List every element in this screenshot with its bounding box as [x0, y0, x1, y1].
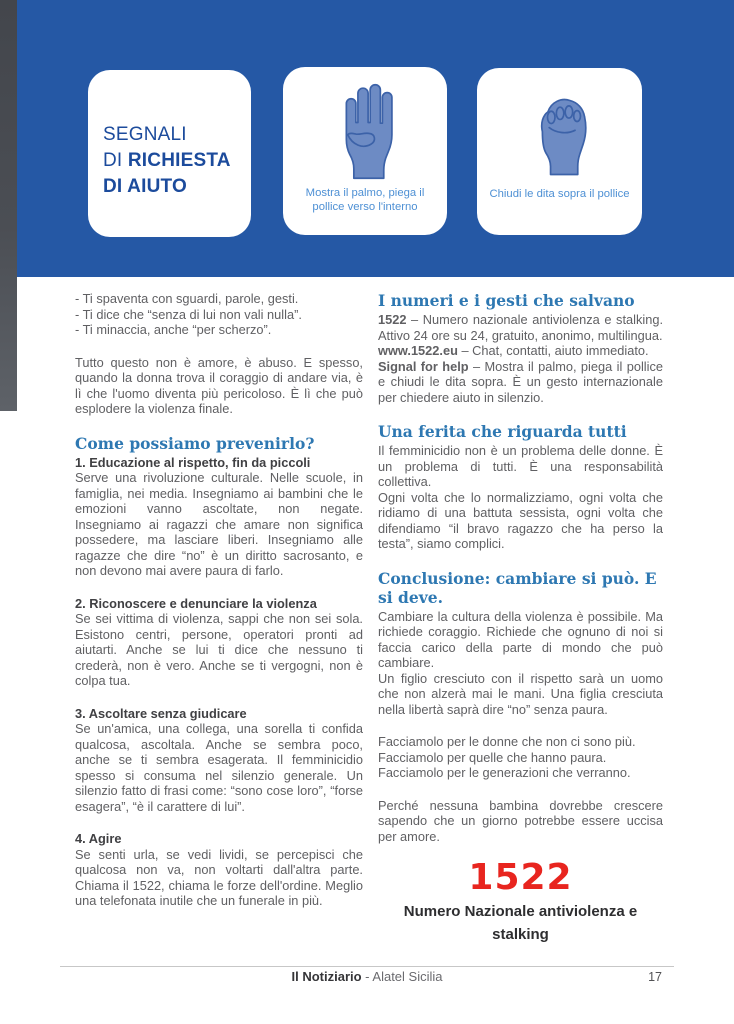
section-body-4: Se senti urla, se vedi lividi, se percepisci che qualcosa non va, non voltarti dall'altra parte. Chiama il 1522, chiama le forze dell'ordine. Meglio una telefonata inutile che un funerale in più. [75, 846, 363, 908]
page-edge-strip [0, 0, 17, 411]
hotline-number-caption: Numero Nazionale antiviolenza e stalking [403, 903, 638, 943]
section-body-1: Serve una rivoluzione culturale. Nelle scuole, in famiglia, nei media. Insegniamo ai bambini che le emozioni vanno ascoltate, non negate. Insegniamo ai ragazzi che amare non significa possedere, ma lasciare liberi. Insegniamo alle ragazze che dire “no” è un diritto sacrosanto, e non devono mai avere paura di farlo. [75, 470, 363, 578]
section-title-1: 1. Educazione al rispetto, fin da piccoli [75, 454, 311, 470]
help-signals-title: SEGNALI DI RICHIESTA DI AIUTO [103, 124, 231, 197]
help-signals-title-card [88, 70, 251, 237]
intro-paragraph: Tutto questo non è amore, è abuso. E spesso, quando la donna trova il coraggio di andare via, è lì che l'uomo diventa più pericoloso. È lì che può esplodere la violenza finale. [75, 354, 363, 416]
open-palm-caption: Mostra il palmo, piega il pollice verso l'interno [305, 187, 425, 213]
column-left [75, 291, 363, 909]
refrain-line: Facciamolo per quelle che hanno paura. [378, 749, 607, 765]
open-palm-hand-icon [328, 79, 403, 181]
footer-magazine-title: Il Notiziario [291, 969, 362, 984]
fist-card [477, 68, 642, 235]
bullet-line: - Ti minaccia, anche “per scherzo”. [75, 322, 272, 337]
refrain-line: Facciamolo per le donne che non ci sono più. [378, 734, 636, 749]
conclusione-paragraph-1: Cambiare la cultura della violenza è possibile. Ma richiede coraggio. Richiede che ognuno di noi si faccia carico della parte di mondo che può cambiare. [378, 608, 663, 670]
conclusione-paragraph-2: Un figlio cresciuto con il rispetto sarà un uomo che non alzerà mai le mani. Una figlia cresciuta nella libertà saprà dire “no” senza paura. [378, 670, 663, 717]
footer-magazine-subtitle: Alatel Sicilia [372, 969, 443, 984]
section-title-3: 3. Ascoltare senza giudicare [75, 705, 247, 721]
section-body-3: Se un'amica, una collega, una sorella ti confida qualcosa, ascoltala. Anche se sembra poco, anche se ti sembra esagerata. Il femminicidio spesso si consuma nel silenzio generale. Un silenzio fatto di frasi come: “sono cose loro”, “forse esagera”, “è il carattere di lui”. [75, 721, 363, 814]
heading-numeri-gesti: I numeri e i gesti che salvano [378, 291, 635, 310]
section-title-2: 2. Riconoscere e denunciare la violenza [75, 595, 317, 611]
bullet-line: - Ti dice che “senza di lui non vali nulla”. [75, 306, 302, 322]
ferita-paragraph-2: Ogni volta che lo normalizziamo, ogni volta che ridiamo di una battuta sessista, ogni volta che difendiamo “il bravo ragazzo che ha perso la testa”, siamo complici. [378, 489, 663, 551]
ferita-paragraph-1: Il femminicidio non è un problema delle donne. È un problema di tutti. È una responsabilità collettiva. [378, 443, 663, 489]
hero-band [17, 0, 734, 277]
refrain-block [378, 734, 663, 781]
section-title-4: 4. Agire [75, 831, 122, 846]
heading-conclusione: Conclusione: cambiare si può. E si deve. [378, 568, 657, 607]
heading-prevenirlo: Come possiamo prevenirlo? [75, 433, 315, 453]
closing-paragraph: Perché nessuna bambina dovrebbe crescere sapendo che un giorno potrebbe essere uccisa per amore. [378, 797, 663, 844]
footer-text: Il Notiziario - Alatel Sicilia [291, 969, 443, 984]
bullet-line: - Ti spaventa con sguardi, parole, gesti. [75, 291, 299, 306]
footer-divider [60, 966, 674, 967]
column-right [378, 291, 663, 946]
number-item-signal-for-help: Signal for help – Mostra il palmo, piega il pollice e chiudi le dita sopra. È un gesto internazionale per chiedere aiuto in silenzio. [378, 358, 664, 405]
fist-caption: Chiudi le dita sopra il pollice [489, 188, 630, 200]
page-number: 17 [648, 970, 662, 984]
open-palm-card [283, 67, 447, 235]
number-item-website: www.1522.eu – Chat, contatti, aiuto immediato. [378, 343, 649, 358]
hotline-number: 1522 [468, 857, 573, 898]
section-body-2: Se sei vittima di violenza, sappi che non sei sola. Esistono centri, persone, operatori pronti ad aiutarti. Anche se lui ti dice che nessuno ti crederà, non è vero. Anche se ti vergogni, non è colpa tua. [75, 611, 363, 688]
heading-ferita: Una ferita che riguarda tutti [378, 422, 627, 441]
refrain-line: Facciamolo per le generazioni che verranno. [378, 765, 631, 780]
number-item-1522: 1522 – Numero nazionale antiviolenza e stalking. Attivo 24 ore su 24, gratuito, anonimo, multilingua. [378, 312, 664, 343]
fist-hand-icon [522, 80, 597, 182]
